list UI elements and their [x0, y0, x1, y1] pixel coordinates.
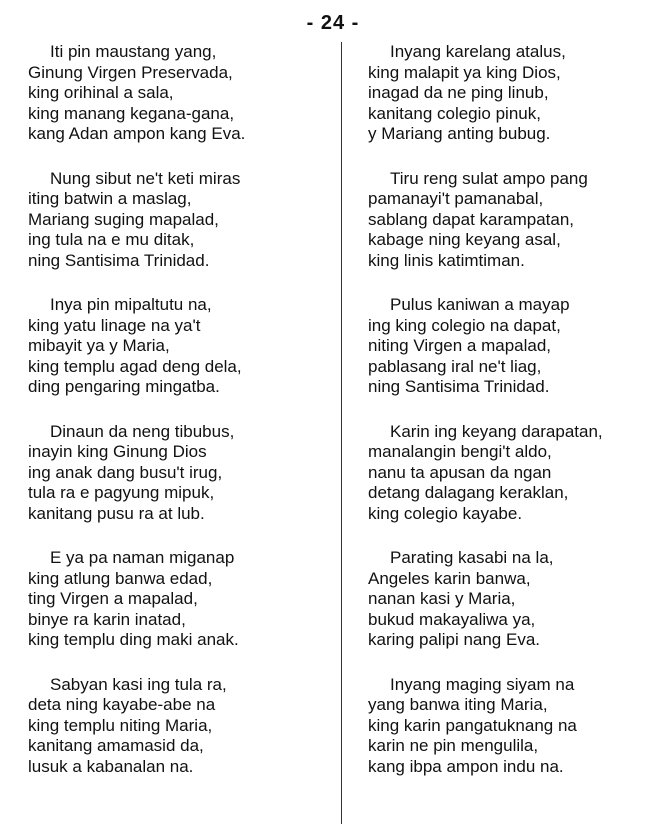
verse-line: karin ne pin mengulila,: [368, 736, 539, 755]
verse-line: king orihinal a sala,: [28, 83, 174, 102]
verse-line: kabage ning keyang asal,: [368, 230, 561, 249]
verse-line: Inyang karelang atalus,: [390, 42, 566, 61]
verse-line: king yatu linage na ya't: [28, 315, 201, 335]
verse-line: king malapit ya king Dios,: [368, 62, 561, 82]
verse-line: Inyang maging siyam na: [390, 674, 575, 694]
page-number: - 24 -: [306, 12, 360, 34]
verse-line: ing king colegio na dapat,: [368, 315, 561, 335]
verse-line: Nung sibut ne't keti miras: [50, 168, 241, 188]
verse-line: kanitang colegio pinuk,: [368, 103, 541, 123]
stanza: [368, 295, 666, 398]
verse-line: Parating kasabi na la,: [390, 548, 554, 567]
verse-line: king templu ding maki anak.: [28, 630, 239, 649]
stanza: [28, 169, 328, 272]
right-column: [368, 42, 666, 801]
verse-line: iting batwin a maslag,: [28, 189, 192, 208]
verse-line: king manang kegana-gana,: [28, 103, 235, 123]
verse-line: kanitang pusu ra at lub.: [28, 503, 205, 523]
column-divider: [341, 42, 342, 824]
verse-line: yang banwa iting Maria,: [368, 695, 548, 714]
verse-line: Iti pin maustang yang,: [50, 42, 217, 61]
verse-line: inayin king Ginung Dios: [28, 442, 207, 461]
verse-line: ting Virgen a mapalad,: [28, 589, 198, 608]
verse-line: inagad da ne ping linub,: [368, 83, 549, 102]
left-column: [28, 42, 328, 801]
verse-line: king linis katimtiman.: [368, 250, 525, 270]
verse-line: bukud makayaliwa ya,: [368, 609, 536, 629]
verse-line: pablasang iral ne't liag,: [368, 356, 542, 376]
verse-line: king karin pangatuknang na: [368, 715, 577, 735]
verse-line: nanu ta apusan da ngan: [368, 462, 552, 482]
verse-line: Sabyan kasi ing tula ra,: [50, 674, 227, 694]
verse-line: king templu niting Maria,: [28, 715, 213, 735]
verse-line: mibayit ya y Maria,: [28, 336, 170, 355]
verse-line: king templu agad deng dela,: [28, 356, 242, 376]
verse-line: karing palipi nang Eva.: [368, 630, 541, 649]
verse-line: ing tula na e mu ditak,: [28, 230, 195, 249]
stanza: [28, 42, 328, 145]
verse-line: niting Virgen a mapalad,: [368, 336, 552, 355]
verse-line: kang Adan ampon kang Eva.: [28, 124, 246, 143]
verse-line: Inya pin mipaltutu na,: [50, 295, 212, 314]
stanza: [28, 422, 328, 525]
verse-line: tula ra e pagyung mipuk,: [28, 483, 215, 502]
verse-line: ning Santisima Trinidad.: [368, 377, 550, 396]
verse-line: detang dalagang keraklan,: [368, 483, 569, 502]
verse-line: king colegio kayabe.: [368, 503, 523, 523]
verse-line: ing anak dang busu't irug,: [28, 462, 223, 482]
verse-line: kang ibpa ampon indu na.: [368, 756, 564, 776]
stanza: [368, 169, 666, 272]
verse-line: lusuk a kabanalan na.: [28, 756, 194, 776]
verse-line: Tiru reng sulat ampo pang: [390, 168, 588, 188]
verse-line: sablang dapat karampatan,: [368, 209, 575, 229]
verse-line: Karin ing keyang darapatan,: [390, 421, 603, 441]
verse-line: Angeles karin banwa,: [368, 568, 531, 588]
stanza: [28, 295, 328, 398]
verse-line: Mariang suging mapalad,: [28, 209, 219, 229]
verse-line: pamanayi't pamanabal,: [368, 189, 544, 208]
verse-line: ding pengaring mingatba.: [28, 377, 220, 396]
verse-line: manalangin bengi't aldo,: [368, 442, 552, 461]
verse-line: kanitang amamasid da,: [28, 736, 204, 755]
verse-line: Ginung Virgen Preservada,: [28, 62, 233, 82]
stanza: [368, 675, 666, 778]
verse-line: nanan kasi y Maria,: [368, 589, 516, 608]
verse-line: Pulus kaniwan a mayap: [390, 295, 570, 314]
verse-line: E ya pa naman miganap: [50, 548, 235, 567]
verse-line: Dinaun da neng tibubus,: [50, 421, 235, 441]
stanza: [368, 42, 666, 145]
stanza: [28, 548, 328, 651]
verse-line: y Mariang anting bubug.: [368, 124, 551, 143]
verse-line: ning Santisima Trinidad.: [28, 250, 210, 270]
stanza: [28, 675, 328, 778]
stanza: [368, 548, 666, 651]
verse-line: king atlung banwa edad,: [28, 568, 213, 588]
verse-line: deta ning kayabe-abe na: [28, 695, 216, 714]
verse-line: binye ra karin inatad,: [28, 609, 186, 629]
stanza: [368, 422, 666, 525]
